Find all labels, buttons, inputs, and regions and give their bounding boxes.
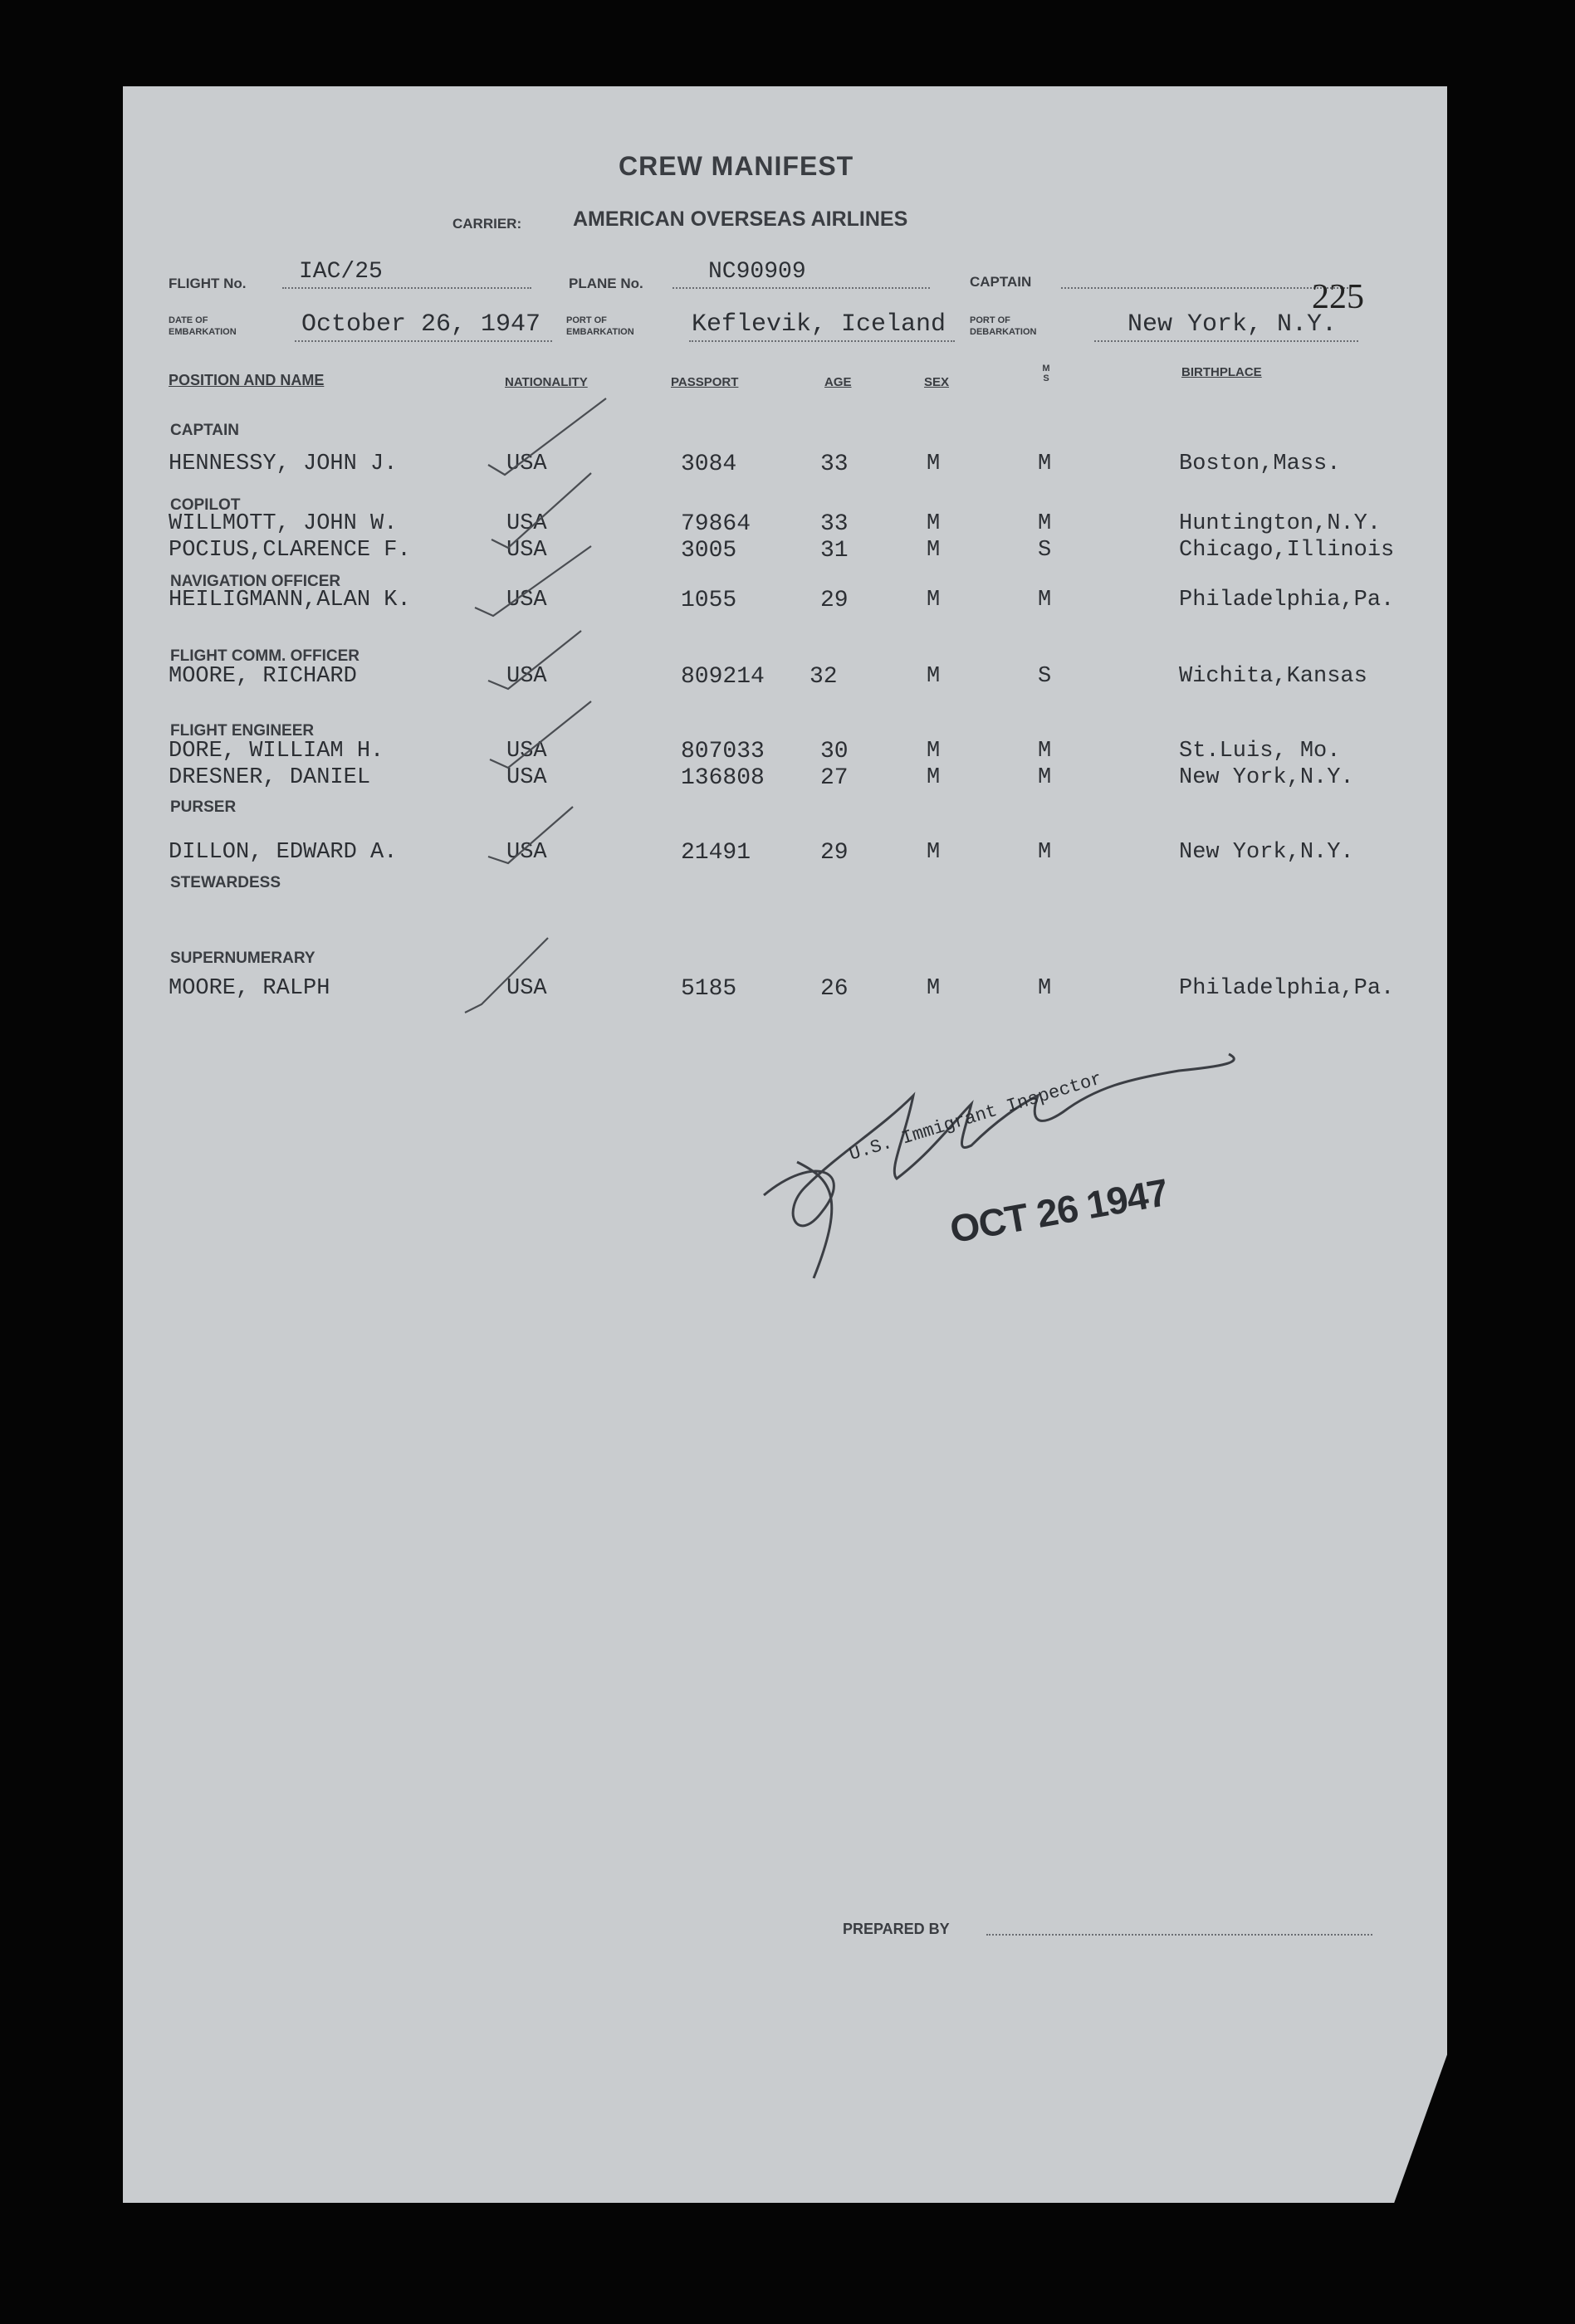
crew-birthplace: Wichita,Kansas xyxy=(1179,664,1367,689)
crew-sex: M xyxy=(927,765,941,790)
crew-name: MOORE, RICHARD xyxy=(169,664,357,689)
crew-name: HEILIGMANN,ALAN K. xyxy=(169,588,411,613)
crew-ms: M xyxy=(1038,588,1052,613)
section-copilot: COPILOT xyxy=(170,496,241,514)
crew-birthplace: Huntington,N.Y. xyxy=(1179,511,1382,536)
crew-nationality: USA xyxy=(506,739,547,764)
inspector-stamp-title: U.S. Immigrant Inspector xyxy=(847,1068,1105,1165)
check-mark-icon xyxy=(465,398,606,1013)
crew-age: 27 xyxy=(820,765,849,791)
inspector-signature xyxy=(747,1029,1262,1303)
crew-passport: 136808 xyxy=(681,765,765,791)
crew-name: HENNESSY, JOHN J. xyxy=(169,452,398,476)
crew-birthplace: Chicago,Illinois xyxy=(1179,538,1395,563)
crew-passport: 807033 xyxy=(681,739,765,764)
crew-ms: M xyxy=(1038,765,1052,790)
crew-name: DORE, WILLIAM H. xyxy=(169,739,384,764)
carrier-label: CARRIER: xyxy=(452,216,522,232)
crew-name: WILLMOTT, JOHN W. xyxy=(169,511,398,536)
crew-age: 26 xyxy=(820,976,849,1002)
inspection-date-stamp: OCT 26 1947 xyxy=(946,1169,1171,1252)
col-age: AGE xyxy=(824,375,852,389)
col-nationality: NATIONALITY xyxy=(505,375,588,389)
crew-age: 33 xyxy=(820,511,849,537)
crew-name: DILLON, EDWARD A. xyxy=(169,840,398,865)
crew-sex: M xyxy=(927,511,941,536)
crew-ms: S xyxy=(1038,538,1052,563)
section-navigation: NAVIGATION OFFICER xyxy=(170,573,341,590)
crew-sex: M xyxy=(927,739,941,764)
date-label-2: EMBARKATION xyxy=(169,327,237,337)
crew-age: 30 xyxy=(820,739,849,764)
crew-sex: M xyxy=(927,452,941,476)
crew-ms: M xyxy=(1038,840,1052,865)
crew-passport: 79864 xyxy=(681,511,751,537)
section-captain: CAPTAIN xyxy=(170,422,240,439)
crew-ms: M xyxy=(1038,452,1052,476)
crew-nationality: USA xyxy=(506,452,547,476)
prepared-by-label: PREPARED BY xyxy=(843,1921,950,1937)
crew-nationality: USA xyxy=(506,538,547,563)
page-number: 225 xyxy=(1312,278,1364,316)
crew-birthplace: Philadelphia,Pa. xyxy=(1179,588,1395,613)
port-deb-label-2: DEBARKATION xyxy=(970,327,1037,337)
section-supernumerary: SUPERNUMERARY xyxy=(170,950,315,967)
date-label-1: DATE OF xyxy=(169,315,208,325)
crew-birthplace: New York,N.Y. xyxy=(1179,840,1354,865)
crew-sex: M xyxy=(927,976,941,1001)
crew-passport: 809214 xyxy=(681,664,765,690)
port-emb-label-2: EMBARKATION xyxy=(566,327,634,337)
crew-age: 29 xyxy=(820,588,849,613)
crew-birthplace: Boston,Mass. xyxy=(1179,452,1341,476)
crew-passport: 5185 xyxy=(681,976,737,1002)
crew-birthplace: New York,N.Y. xyxy=(1179,765,1354,790)
crew-birthplace: Philadelphia,Pa. xyxy=(1179,976,1395,1001)
crew-age: 32 xyxy=(810,664,838,690)
crew-birthplace: St.Luis, Mo. xyxy=(1179,739,1341,764)
crew-passport: 21491 xyxy=(681,840,751,866)
carrier-name: AMERICAN OVERSEAS AIRLINES xyxy=(573,208,908,231)
col-passport: PASSPORT xyxy=(671,375,739,389)
crew-age: 29 xyxy=(820,840,849,866)
port-emb-label-1: PORT OF xyxy=(566,315,607,325)
crew-passport: 3005 xyxy=(681,538,737,564)
port-of-embarkation: Keflevik, Iceland xyxy=(692,310,946,339)
crew-ms: M xyxy=(1038,739,1052,764)
crew-name: MOORE, RALPH xyxy=(169,976,330,1001)
crew-name: DRESNER, DANIEL xyxy=(169,765,371,790)
crew-sex: M xyxy=(927,588,941,613)
crew-nationality: USA xyxy=(506,976,547,1001)
crew-ms: M xyxy=(1038,511,1052,536)
flight-no-value: IAC/25 xyxy=(299,259,383,285)
crew-ms: S xyxy=(1038,664,1052,689)
crew-sex: M xyxy=(927,840,941,865)
crew-nationality: USA xyxy=(506,840,547,865)
section-purser: PURSER xyxy=(170,798,237,816)
port-deb-label-1: PORT OF xyxy=(970,315,1010,325)
crew-nationality: USA xyxy=(506,765,547,790)
plane-no-label: PLANE No. xyxy=(569,276,643,291)
crew-passport: 3084 xyxy=(681,452,737,477)
crew-age: 33 xyxy=(820,452,849,477)
crew-sex: M xyxy=(927,664,941,689)
embarkation-date: October 26, 1947 xyxy=(301,310,541,339)
port-of-debarkation: New York, N.Y. xyxy=(1127,310,1338,339)
col-marital-status: M S xyxy=(1042,364,1050,383)
crew-passport: 1055 xyxy=(681,588,737,613)
col-sex: SEX xyxy=(924,375,950,389)
crew-ms: M xyxy=(1038,976,1052,1001)
captain-label: CAPTAIN xyxy=(970,274,1032,290)
crew-name: POCIUS,CLARENCE F. xyxy=(169,538,411,563)
col-birthplace: BIRTHPLACE xyxy=(1181,365,1262,379)
plane-no-value: NC90909 xyxy=(708,259,806,285)
crew-age: 31 xyxy=(820,538,849,564)
crew-nationality: USA xyxy=(506,588,547,613)
prepared-by-line xyxy=(986,1934,1372,1936)
section-comm: FLIGHT COMM. OFFICER xyxy=(170,647,360,665)
crew-nationality: USA xyxy=(506,511,547,536)
crew-sex: M xyxy=(927,538,941,563)
section-stewardess: STEWARDESS xyxy=(170,874,281,891)
col-position: POSITION AND NAME xyxy=(169,372,325,388)
flight-no-label: FLIGHT No. xyxy=(169,276,247,291)
section-engineer: FLIGHT ENGINEER xyxy=(170,722,315,740)
page-title: CREW MANIFEST xyxy=(619,151,854,181)
crew-nationality: USA xyxy=(506,664,547,689)
